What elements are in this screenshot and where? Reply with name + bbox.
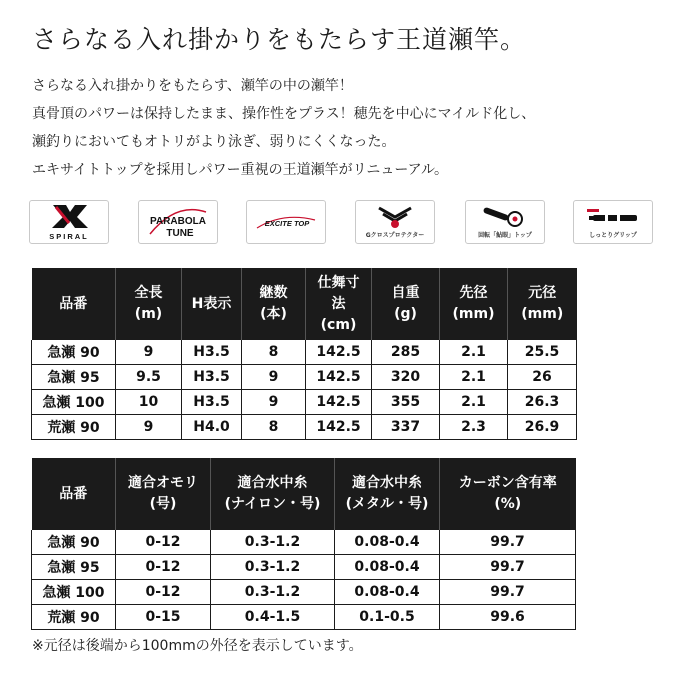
feature-badge-x-spiral bbox=[29, 200, 109, 244]
table-cell: 荒瀬 90 bbox=[32, 605, 116, 630]
table-cell: 急瀬 100 bbox=[32, 390, 116, 415]
table-cell: 0-12 bbox=[116, 530, 211, 555]
table-cell: 26.9 bbox=[508, 415, 577, 440]
table-cell: 0.3-1.2 bbox=[211, 530, 335, 555]
table-cell: H3.5 bbox=[182, 340, 242, 365]
column-header: 適合オモリ (号) bbox=[116, 458, 211, 530]
table-cell: 320 bbox=[372, 365, 440, 390]
kaiten-top-icon bbox=[481, 205, 529, 229]
g-cross-protector-icon bbox=[375, 205, 415, 229]
feature-badges bbox=[29, 200, 655, 246]
footnote: ※元径は後端から100mmの外径を表示しています。 bbox=[32, 638, 363, 654]
feature-badge-excite-top bbox=[246, 200, 326, 244]
description-line: エキサイトトップを採用しパワー重視の王道瀬竿がリニューアル。 bbox=[32, 162, 448, 178]
table-row bbox=[32, 580, 576, 605]
table-cell: 0.4-1.5 bbox=[211, 605, 335, 630]
table-cell: 急瀬 90 bbox=[32, 340, 116, 365]
table-cell: 2.3 bbox=[440, 415, 508, 440]
table-cell: 142.5 bbox=[306, 340, 372, 365]
column-header: 適合水中糸 (メタル・号) bbox=[335, 458, 440, 530]
table-cell: 0.08-0.4 bbox=[335, 580, 440, 605]
table-header-row bbox=[32, 458, 576, 530]
table-cell: 0.08-0.4 bbox=[335, 555, 440, 580]
excite-top-icon bbox=[253, 210, 319, 234]
feature-badge-parabola-tune bbox=[138, 200, 218, 244]
table-cell: 2.1 bbox=[440, 365, 508, 390]
table-cell: 355 bbox=[372, 390, 440, 415]
spec-table-1 bbox=[31, 268, 577, 440]
grip-icon bbox=[583, 205, 643, 229]
spec-table-2 bbox=[31, 458, 576, 630]
grip-caption: しっとりグリップ bbox=[589, 232, 637, 239]
table-cell: 急瀬 95 bbox=[32, 555, 116, 580]
table-cell: 0.3-1.2 bbox=[211, 580, 335, 605]
column-header: カーボン含有率 (%) bbox=[440, 458, 576, 530]
table-cell: 337 bbox=[372, 415, 440, 440]
table-cell: 99.7 bbox=[440, 530, 576, 555]
table-cell: 9 bbox=[242, 365, 306, 390]
table-cell: 25.5 bbox=[508, 340, 577, 365]
kaiten-top-caption: 回転「鮎眼」トップ bbox=[478, 232, 532, 239]
table-cell: 10 bbox=[116, 390, 182, 415]
feature-badge-grip bbox=[573, 200, 653, 244]
description-line: 真骨頂のパワーは保持したまま、操作性をプラス！穂先を中心にマイルド化し、 bbox=[32, 106, 536, 122]
svg-text:EXCITE TOP: EXCITE TOP bbox=[264, 219, 310, 228]
svg-text:PARABOLA: PARABOLA bbox=[150, 216, 206, 227]
column-header: 適合水中糸 (ナイロン・号) bbox=[211, 458, 335, 530]
x-spiral-icon bbox=[39, 204, 99, 232]
table-cell: 2.1 bbox=[440, 340, 508, 365]
table-cell: 8 bbox=[242, 340, 306, 365]
feature-badge-g-cross-protector bbox=[355, 200, 435, 244]
table-cell: 8 bbox=[242, 415, 306, 440]
column-header: H表示 bbox=[182, 268, 242, 340]
feature-badge-kaiten-top bbox=[465, 200, 545, 244]
table-row bbox=[32, 365, 577, 390]
table-row bbox=[32, 390, 577, 415]
page-title: さらなる入れ掛かりをもたらす王道瀬竿。 bbox=[32, 25, 527, 54]
column-header: 品番 bbox=[32, 458, 116, 530]
table-cell: 0-12 bbox=[116, 580, 211, 605]
table-cell: 急瀬 90 bbox=[32, 530, 116, 555]
table-row bbox=[32, 555, 576, 580]
table-cell: 9 bbox=[242, 390, 306, 415]
table-row bbox=[32, 605, 576, 630]
table-cell: 荒瀬 90 bbox=[32, 415, 116, 440]
table-row bbox=[32, 415, 577, 440]
table-cell: 99.6 bbox=[440, 605, 576, 630]
table-cell: 9 bbox=[116, 340, 182, 365]
table-cell: 急瀬 95 bbox=[32, 365, 116, 390]
svg-text:TUNE: TUNE bbox=[166, 228, 194, 239]
column-header: 自重 (g) bbox=[372, 268, 440, 340]
g-cross-protector-caption: Gクロスプロテクター bbox=[365, 232, 425, 239]
x-spiral-label bbox=[39, 232, 99, 240]
table-cell: 0.1-0.5 bbox=[335, 605, 440, 630]
table-cell: 0.3-1.2 bbox=[211, 555, 335, 580]
table-cell: 26.3 bbox=[508, 390, 577, 415]
parabola-tune-icon bbox=[146, 204, 210, 240]
table-cell: 142.5 bbox=[306, 415, 372, 440]
table-row bbox=[32, 340, 577, 365]
table-cell: 285 bbox=[372, 340, 440, 365]
table-cell: 99.7 bbox=[440, 555, 576, 580]
table-cell: H4.0 bbox=[182, 415, 242, 440]
table-cell: 0-12 bbox=[116, 555, 211, 580]
column-header: 元径 (mm) bbox=[508, 268, 577, 340]
column-header: 品番 bbox=[32, 268, 116, 340]
table-cell: H3.5 bbox=[182, 390, 242, 415]
column-header: 全長 (m) bbox=[116, 268, 182, 340]
table-cell: 9.5 bbox=[116, 365, 182, 390]
table-cell: 2.1 bbox=[440, 390, 508, 415]
table-cell: 0.08-0.4 bbox=[335, 530, 440, 555]
table-cell: 9 bbox=[116, 415, 182, 440]
svg-text:SPIRAL: SPIRAL bbox=[49, 232, 89, 240]
table-cell: H3.5 bbox=[182, 365, 242, 390]
table-cell: 142.5 bbox=[306, 390, 372, 415]
table-header-row bbox=[32, 268, 577, 340]
table-cell: 26 bbox=[508, 365, 577, 390]
description bbox=[32, 72, 535, 184]
table-cell: 99.7 bbox=[440, 580, 576, 605]
column-header: 仕舞寸 法 (cm) bbox=[306, 268, 372, 340]
description-line: さらなる入れ掛かりをもたらす、瀬竿の中の瀬竿！ bbox=[32, 78, 353, 94]
description-line: 瀬釣りにおいてもオトリがより泳ぎ、弱りにくくなった。 bbox=[32, 134, 396, 150]
column-header: 継数 (本) bbox=[242, 268, 306, 340]
table-cell: 急瀬 100 bbox=[32, 580, 116, 605]
column-header: 先径 (mm) bbox=[440, 268, 508, 340]
table-cell: 0-15 bbox=[116, 605, 211, 630]
table-cell: 142.5 bbox=[306, 365, 372, 390]
table-row bbox=[32, 530, 576, 555]
